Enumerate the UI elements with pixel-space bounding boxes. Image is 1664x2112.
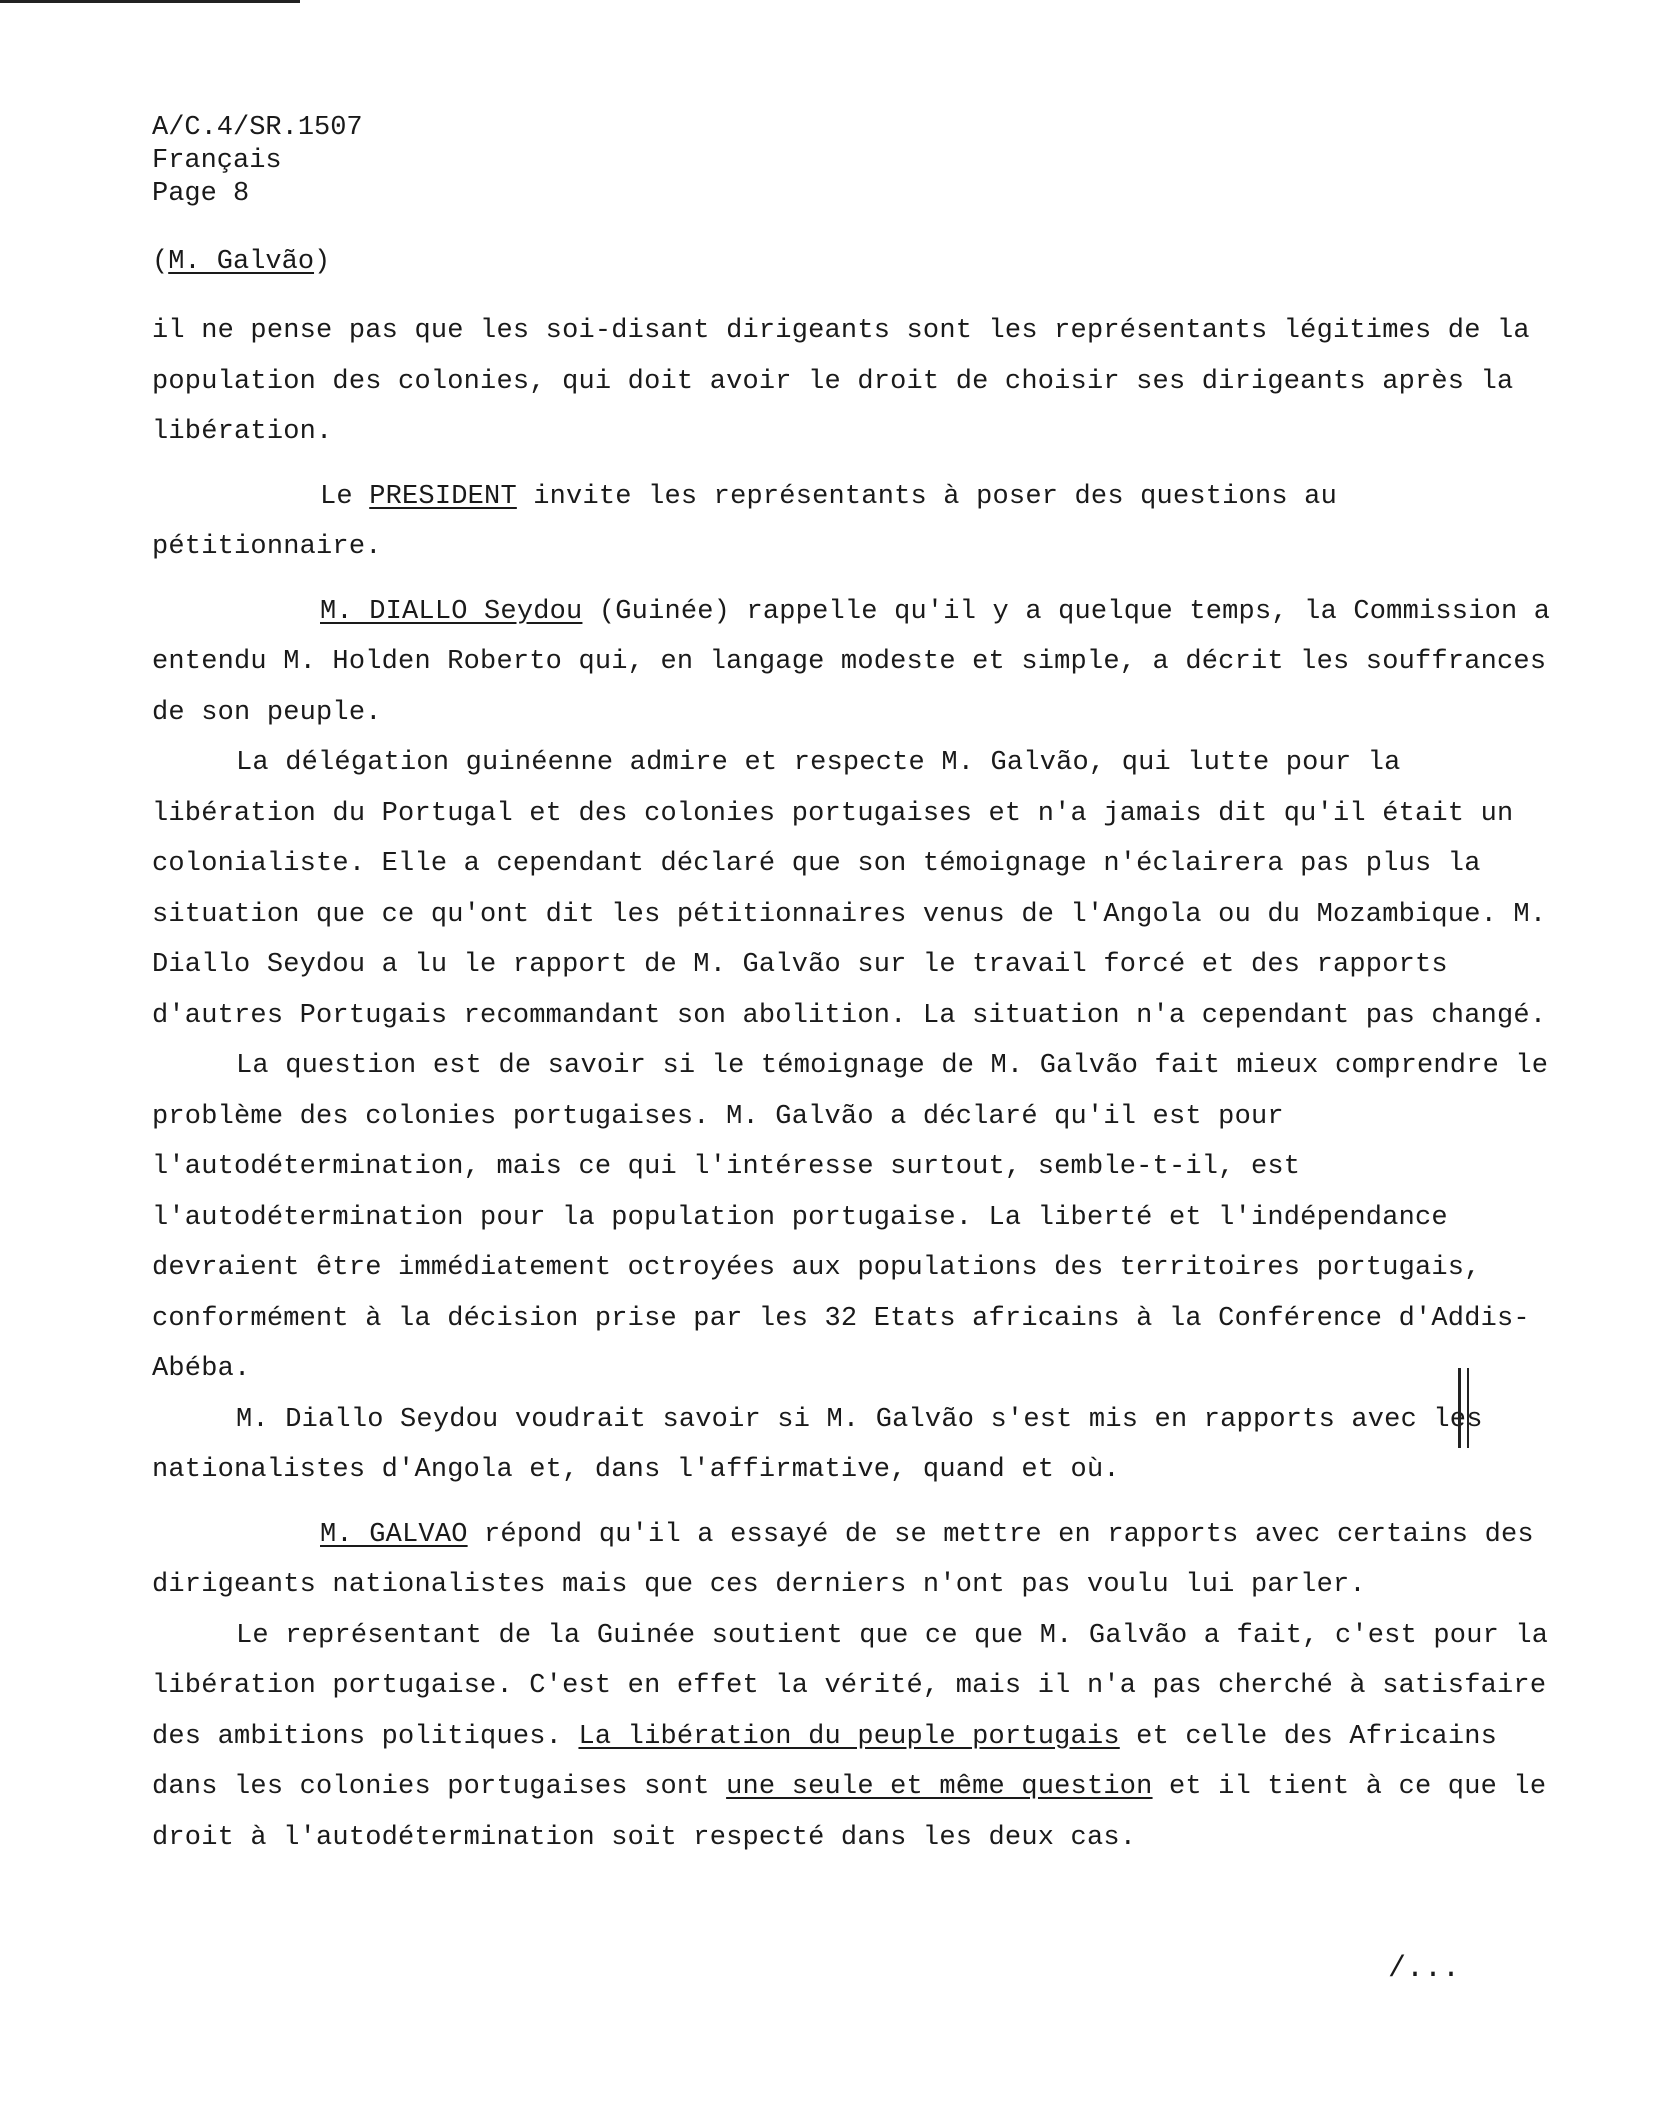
paragraph-7 [152,1510,1572,1611]
paragraph-1: il ne pense pas que les soi-disant dirigeants sont les représentants légitimes de la population des colonies, qui doit avoir le droit de choisir ses dirigeants après la libération. [152,316,1530,447]
continuation-marker: /... [1387,1952,1460,1986]
paragraph-6: M. Diallo Seydou voudrait savoir si M. Galvão s'est mis en rapports avec les nationalistes d'Angola et, dans l'affirmative, quand et où. [152,1404,1483,1485]
paragraph-8-underlined-2: une seule et même question [726,1772,1153,1802]
document-body [152,306,1572,1863]
speaker-reference [152,246,330,279]
speaker-galvao: M. GALVAO [320,1519,468,1550]
document-header [152,112,363,211]
speaker-president: PRESIDENT [369,481,517,512]
paragraph-8-part-c: et celle des Africains dans les colonies portugaises sont [152,1721,1498,1802]
paragraph-2 [152,472,1572,573]
paragraph-7-text: répond qu'il a essayé de se mettre en rapports avec certains des dirigeants nationalistes mais que ces derniers n'ont pas voulu lui parler. [152,1519,1534,1600]
paragraph-8-underlined-1: La libération du peuple portugais [578,1721,1120,1752]
page-number: Page 8 [152,179,250,209]
document-symbol: A/C.4/SR.1507 [152,113,363,143]
paragraph-2-prefix: Le [320,481,370,512]
paragraph-8-part-e: et il tient à ce que le droit à l'autodétermination soit respecté dans les deux cas. [152,1772,1547,1853]
paragraph-8-part-a: Le représentant de la Guinée soutient que ce que M. Galvão a fait, c'est pour la libération portugaise. C'est en effet la vérité, mais il n'a pas cherché à satisfaire des ambitions politiques. [152,1620,1549,1752]
paragraph-4: La délégation guinéenne admire et respecte M. Galvão, qui lutte pour la libération du Portugal et des colonies portugaises et n'a jamais dit qu'il était un colonialiste. Elle a cependant déclaré que son témoignage n'éclairera pas plus la situation que ce qu'ont dit les pétitionnaires venus de l'Angola ou du Mozambique. M. Diallo Seydou a lu le rapport de M. Galvão sur le travail forcé et des rapports d'autres Portugais recommandant son abolition. La situation n'a cependant pas changé. [152,748,1547,1031]
speaker-diallo: M. DIALLO Seydou [320,596,583,627]
paragraph-5: La question est de savoir si le témoignage de M. Galvão fait mieux comprendre le problème des colonies portugaises. M. Galvão a déclaré qu'il est pour l'autodétermination, mais ce qui l'intéresse surtout, semble-t-il, est l'autodétermination pour la population portugaise. La liberté et l'indépendance devraient être immédiatement octroyées aux populations des territoires portugais, conformément à la décision prise par les 32 Etats africains à la Conférence d'Addis-Abéba. [152,1051,1549,1384]
scan-edge-line [0,0,300,3]
paragraph-2-text: invite les représentants à poser des questions au pétitionnaire. [152,481,1337,562]
paren-open: ( [152,247,169,277]
margin-mark [1458,1368,1469,1448]
document-language: Français [152,146,282,176]
paren-close: ) [314,247,331,277]
paragraph-8 [152,1611,1572,1864]
paragraph-3 [152,587,1572,739]
speaker-name: M. Galvão [168,247,315,277]
paragraph-3-text: (Guinée) rappelle qu'il y a quelque temps, la Commission a entendu M. Holden Roberto qui, en langage modeste et simple, a décrit les souffrances de son peuple. [152,596,1551,728]
